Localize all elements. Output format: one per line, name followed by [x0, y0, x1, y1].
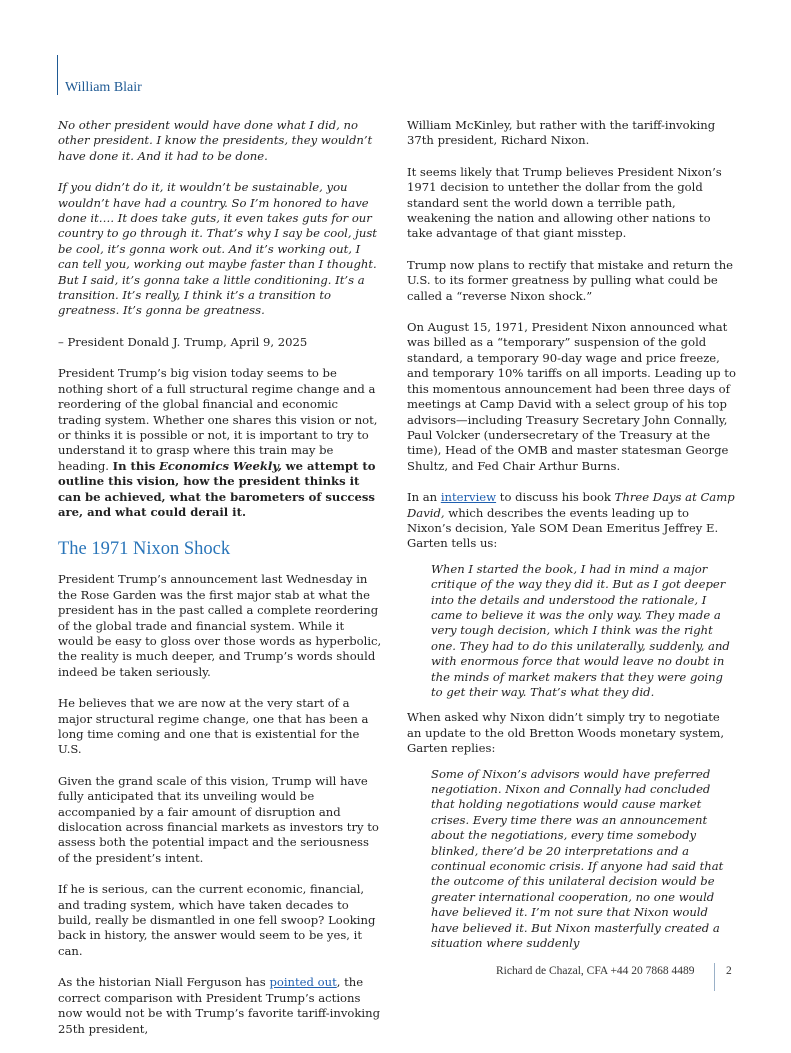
footer-divider	[714, 963, 715, 991]
body-paragraph: Given the grand scale of this vision, Trump will have fully anticipated that its unveiling would be accompanied by a fair amount of disruption and dislocation across financial markets as investors try to assess both the potential impact and the seriousness of the president’s intent.	[58, 773, 379, 865]
body-paragraph: Trump now plans to rectify that mistake and return the U.S. to its former greatness by pulling what could be called a “reverse Nixon shock.”	[407, 257, 734, 303]
body-paragraph: On August 15, 1971, President Nixon announced what was billed as a “temporary” suspension of the gold standard, a temporary 90-day wage and price freeze, and temporary 10% tariffs on all imports. Leading up to this momentous announcement had been three days of meetings at Camp David with a select group of his top advisors—including Treasury Secretary John Connally, Paul Volcker (undersecretary of the Treasury at the time), Head of the OMB and master statesman George Shultz, and Fed Chair Arthur Burns.	[407, 320, 736, 473]
intro-bold-b: we attempt to outline this vision, how the president thinks it can be achieved, what the barometers of success are, and what could derail it.	[58, 458, 376, 519]
intro-paragraph	[58, 366, 382, 520]
trump-quote-2: If you didn’t do it, it wouldn’t be sustainable, you wouldn’t have had a country. So I’m honored to have done it…. It does take guts, it even takes guts for our country to go through it. That’s why I say be cool, just be cool, it’s gonna work out. And it’s working out, I can tell you, working out maybe faster than I thought. But I said, it’s gonna take a little conditioning. It’s a transition. It’s really, I think it’s a transition to greatness. It’s gonna be greatness.	[58, 180, 377, 318]
body-paragraph	[58, 975, 382, 1037]
intro-plain: President Trump’s big vision today seems to be nothing short of a full structural regime change and a reordering of the global financial and economic trading system. Whether one shares this vision or not, or thinks it is possible or not, it is important to try to understand it to grasp where this train may be heading.	[58, 366, 378, 473]
left-column	[58, 118, 382, 1053]
interview-link[interactable]: interview	[440, 490, 497, 505]
p5-text-a: As the historian Niall Ferguson has	[58, 975, 266, 990]
footer-author: Richard de Chazal, CFA +44 20 7868 4489	[496, 965, 695, 977]
trump-quote-1: No other president would have done what I did, no other president. I know the presidents, they wouldn’t have done it. And it had to be done.	[58, 118, 373, 163]
body-paragraph: President Trump’s announcement last Wednesday in the Rose Garden was the first major stab at what the president has in the past called a complete reordering of the global trade and financial system. While it would be easy to gloss over those words as hyperbolic, the reality is much deeper, and Trump’s words should indeed be taken seriously.	[58, 572, 382, 679]
p5-text-a: In an	[407, 490, 438, 505]
pointed-out-link[interactable]: pointed out	[269, 975, 337, 990]
intro-publication: Economics Weekly,	[158, 458, 282, 473]
p5-text-b: , the correct comparison with President Trump’s actions now would not be with Trump’s favorite tariff-invoking 25th president,	[58, 975, 380, 1036]
p5-text-b: to discuss his book	[499, 490, 611, 505]
body-paragraph: It seems likely that Trump believes President Nixon’s 1971 decision to untether the dollar from the gold standard sent the world down a terrible path, weakening the nation and allowing other nations to take advantage of that giant misstep.	[407, 164, 722, 241]
body-paragraph	[407, 490, 737, 552]
page-number: 2	[726, 965, 732, 977]
quote-attribution: – President Donald J. Trump, April 9, 2025	[58, 334, 308, 349]
body-paragraph: When asked why Nixon didn’t simply try to negotiate an update to the old Bretton Woods monetary system, Garten replies:	[407, 710, 725, 756]
body-paragraph: William McKinley, but rather with the tariff-invoking 37th president, Richard Nixon.	[407, 118, 716, 148]
header-rule	[57, 55, 58, 95]
book-title: Three Days at Camp David,	[407, 490, 735, 520]
section-title: The 1971 Nixon Shock	[58, 539, 231, 560]
p5-text-c: which describes the events leading up to Nixon’s decision, Yale SOM Dean Emeritus Jeffrey E. Garten tells us:	[407, 505, 719, 551]
garten-quote-2: Some of Nixon’s advisors would have preferred negotiation. Nixon and Connally had concluded that holding negotiations would cause market crises. Every time there was an announcement about the negotiations, every time somebody blinked, there’d be 20 interpretations and a continual economic crisis. If anyone had said that the outcome of this unilateral decision would be greater international cooperation, no one would have believed it. I’m not sure that Nixon would have believed it. But Nixon masterfully created a situation where suddenly	[431, 766, 724, 951]
intro-bold-a: In this	[112, 458, 156, 473]
body-paragraph: If he is serious, can the current economic, financial, and trading system, which have taken decades to build, really be dismantled in one fell swoop? Looking back in history, the answer would seem to be yes, it can.	[58, 882, 376, 958]
right-column	[407, 118, 737, 962]
garten-quote-1: When I started the book, I had in mind a major critique of the way they did it. But as I got deeper into the details and understood the rationale, I came to believe it was the only way. They made a very tough decision, which I think was the right one. They had to do this unilaterally, suddenly, and with enormous force that would leave no doubt in the minds of market makers that they were going to get their way. That’s what they did.	[431, 561, 730, 699]
body-paragraph: He believes that we are now at the very start of a major structural regime change, one that has been a long time coming and one that is existential for the U.S.	[58, 696, 369, 757]
brand-name: William Blair	[65, 80, 142, 95]
